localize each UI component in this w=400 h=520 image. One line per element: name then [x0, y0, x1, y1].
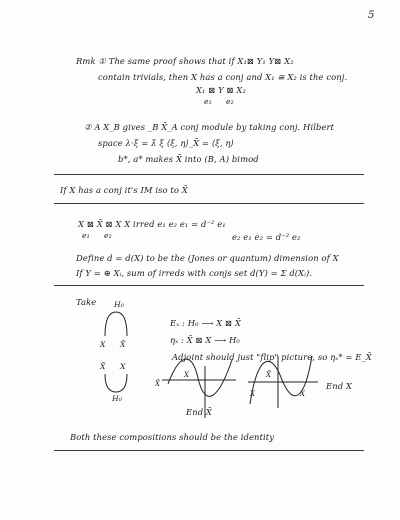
section2-line-3: If Y = ⊕ Xᵢ, sum of irreds with conjs set d(Y) = Σ d(Xᵢ).: [76, 268, 313, 278]
cap-arc: [105, 374, 127, 392]
remark-line-1: Rmk ① The same proof shows that if X₁⊠ Y₁ Y⊠ X₂: [76, 56, 294, 66]
right-snake-x-right-label: X: [300, 390, 305, 398]
cap-xbar-left-label: X̄: [100, 362, 106, 371]
h0-bottom-label: H₀: [112, 394, 122, 403]
left-snake-curve: [168, 359, 232, 396]
right-snake-xbar-label: X̄: [266, 371, 271, 379]
note2-line-3: b*, a* makes X̄ into (B, A) bimod: [118, 154, 259, 164]
right-snake-x-label: X: [250, 390, 255, 398]
cup-x-left-label: X: [100, 340, 106, 349]
section2-line-2: Define d = d(X) to be the (Jones or quantum) dimension of X: [76, 253, 339, 263]
cup-arc: [105, 312, 127, 336]
adjoint-line: Adjoint should just "flip" picture, so ηₓ* = E_X̄: [172, 352, 372, 362]
remark-e1-label: e₁: [204, 97, 212, 106]
cup-xbar-right-label: X̄: [120, 340, 126, 349]
divider-4: [54, 450, 364, 451]
section2-line-1b: e₂ e₁ e₂ = d⁻² e₂: [232, 232, 301, 242]
left-snake-xbar-label: X̄: [155, 380, 160, 388]
cap-x-right-label: X: [120, 362, 126, 371]
note2-line-1: ② A X_B gives _B X̄_A conj module by taking conj. Hilbert: [84, 122, 335, 132]
eta-map-line: ηₓ : X̄ ⊠ X ⟶ H₀: [170, 335, 240, 345]
left-snake-x-label: X: [184, 371, 189, 379]
end-xbar-label: End X̄: [186, 407, 212, 417]
h0-top-label: H₀: [114, 300, 124, 309]
section2-e1-label: e₁: [82, 231, 90, 240]
section1-line-1: If X has a conj it's IM iso to X̄: [60, 185, 188, 195]
both-compositions-line: Both these compositions should be the identity: [70, 432, 275, 442]
note2-line-2: space λ·ξ = λ̄ ξ ⟨ξ, η⟩_X̄ = ⟨ξ, η⟩: [98, 138, 234, 148]
page-number: 5: [368, 10, 375, 21]
section2-line-1: X ⊠ X̄ ⊠ X X irred e₁ e₂ e₁ = d⁻² e₁: [78, 219, 226, 229]
remark-e2-label: e₂: [226, 97, 234, 106]
remark-line-3: X₁ ⊠ Y ⊠ X₂: [196, 85, 246, 95]
ex-map-line: Eₓ : H₀ ⟶ X ⊠ X̄: [170, 318, 241, 328]
section2-e2-label: e₂: [104, 231, 112, 240]
end-x-label: End X: [326, 381, 352, 391]
remark-line-2: contain trivials, then X has a conj and X₁ ≅ X₂ is the conj.: [98, 72, 348, 82]
take-label: Take: [76, 297, 97, 307]
